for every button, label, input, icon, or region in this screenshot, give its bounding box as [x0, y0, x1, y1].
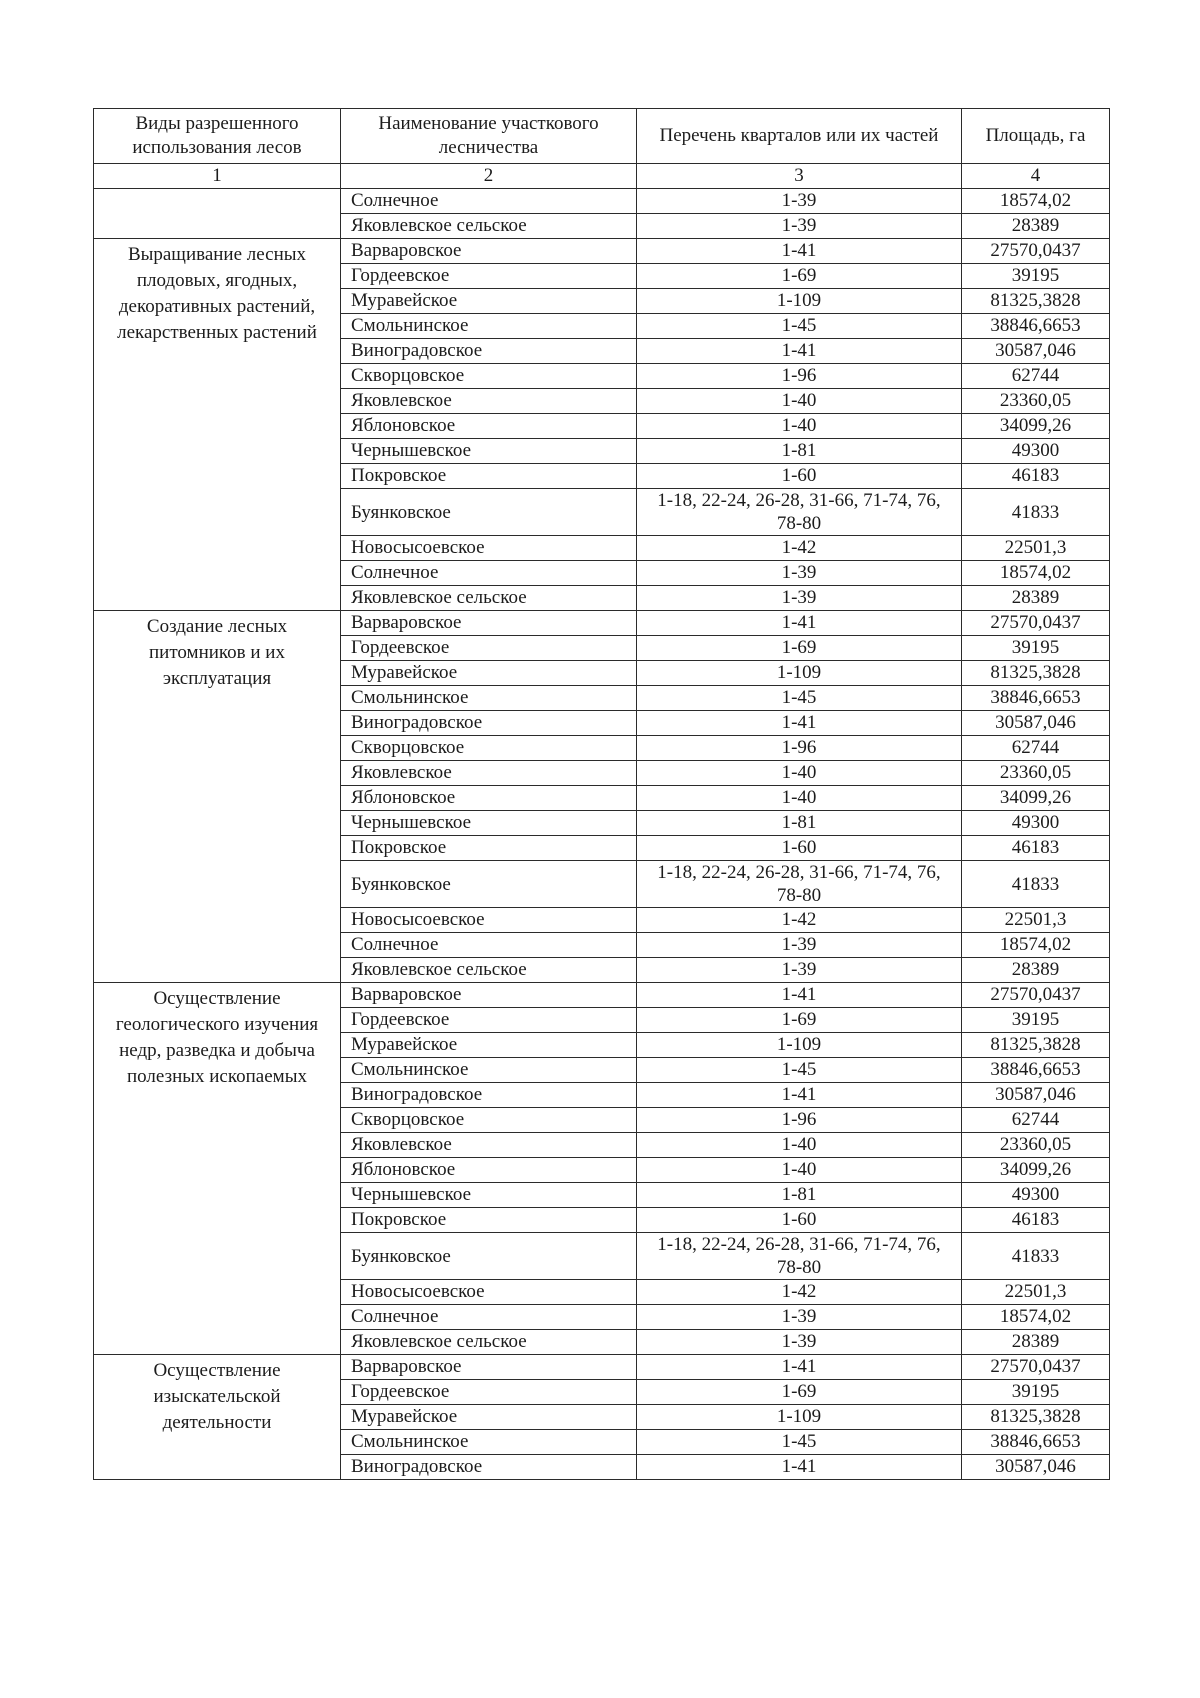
column-number: 1 — [94, 164, 341, 189]
quarters-cell: 1-39 — [637, 1305, 962, 1330]
quarters-cell: 1-60 — [637, 1208, 962, 1233]
quarters-cell: 1-60 — [637, 464, 962, 489]
header-area: Площадь, га — [962, 109, 1110, 164]
quarters-cell: 1-39 — [637, 214, 962, 239]
forestry-name-cell: Муравейское — [341, 1033, 637, 1058]
forestry-name-cell: Скворцовское — [341, 1108, 637, 1133]
area-cell: 46183 — [962, 836, 1110, 861]
forestry-name-cell: Буянковское — [341, 861, 637, 908]
forest-use-table — [93, 108, 1110, 1480]
area-cell: 30587,046 — [962, 339, 1110, 364]
quarters-cell: 1-39 — [637, 561, 962, 586]
forestry-name-cell: Гордеевское — [341, 1380, 637, 1405]
forestry-name-cell: Солнечное — [341, 933, 637, 958]
forestry-name-cell: Муравейское — [341, 1405, 637, 1430]
area-cell: 28389 — [962, 1330, 1110, 1355]
quarters-cell: 1-41 — [637, 1355, 962, 1380]
forestry-name-cell: Варваровское — [341, 611, 637, 636]
area-cell: 81325,3828 — [962, 289, 1110, 314]
area-cell: 62744 — [962, 364, 1110, 389]
forestry-name-cell: Виноградовское — [341, 1083, 637, 1108]
quarters-cell: 1-45 — [637, 1058, 962, 1083]
forestry-name-cell: Солнечное — [341, 561, 637, 586]
forestry-name-cell: Гордеевское — [341, 1008, 637, 1033]
column-number: 3 — [637, 164, 962, 189]
area-cell: 62744 — [962, 736, 1110, 761]
forestry-name-cell: Яковлевское сельское — [341, 214, 637, 239]
area-cell: 39195 — [962, 264, 1110, 289]
area-cell: 39195 — [962, 1008, 1110, 1033]
area-cell: 22501,3 — [962, 908, 1110, 933]
forestry-name-cell: Яковлевское — [341, 761, 637, 786]
forestry-name-cell: Смольнинское — [341, 686, 637, 711]
quarters-cell: 1-81 — [637, 439, 962, 464]
quarters-cell: 1-109 — [637, 661, 962, 686]
quarters-cell: 1-41 — [637, 711, 962, 736]
area-cell: 38846,6653 — [962, 686, 1110, 711]
area-cell: 30587,046 — [962, 711, 1110, 736]
forestry-name-cell: Варваровское — [341, 983, 637, 1008]
column-number: 4 — [962, 164, 1110, 189]
area-cell: 23360,05 — [962, 1133, 1110, 1158]
forestry-name-cell: Яковлевское — [341, 389, 637, 414]
area-cell: 81325,3828 — [962, 1405, 1110, 1430]
area-cell: 39195 — [962, 1380, 1110, 1405]
forestry-name-cell: Варваровское — [341, 239, 637, 264]
area-cell: 27570,0437 — [962, 239, 1110, 264]
forestry-name-cell: Чернышевское — [341, 439, 637, 464]
quarters-cell: 1-40 — [637, 786, 962, 811]
area-cell: 41833 — [962, 861, 1110, 908]
quarters-cell: 1-69 — [637, 1008, 962, 1033]
area-cell: 46183 — [962, 1208, 1110, 1233]
quarters-cell: 1-41 — [637, 239, 962, 264]
area-cell: 28389 — [962, 958, 1110, 983]
usage-type-cell: Осуществление геологического изучения недр, разведка и добыча полезных ископаемых — [94, 983, 341, 1355]
table-row — [94, 189, 1110, 214]
quarters-cell: 1-39 — [637, 1330, 962, 1355]
area-cell: 30587,046 — [962, 1455, 1110, 1480]
area-cell: 27570,0437 — [962, 983, 1110, 1008]
forestry-name-cell: Яблоновское — [341, 786, 637, 811]
area-cell: 34099,26 — [962, 786, 1110, 811]
column-number: 2 — [341, 164, 637, 189]
area-cell: 38846,6653 — [962, 1430, 1110, 1455]
area-cell: 81325,3828 — [962, 661, 1110, 686]
forestry-name-cell: Яблоновское — [341, 1158, 637, 1183]
area-cell: 27570,0437 — [962, 611, 1110, 636]
header-forestry-name: Наименование участкового лесничества — [341, 109, 637, 164]
forestry-name-cell: Виноградовское — [341, 1455, 637, 1480]
forestry-name-cell: Смольнинское — [341, 314, 637, 339]
quarters-cell: 1-109 — [637, 1033, 962, 1058]
usage-type-cell: Осуществление изыскательской деятельности — [94, 1355, 341, 1480]
table-row — [94, 239, 1110, 264]
forestry-name-cell: Чернышевское — [341, 811, 637, 836]
area-cell: 34099,26 — [962, 414, 1110, 439]
quarters-cell: 1-41 — [637, 983, 962, 1008]
quarters-cell: 1-18, 22-24, 26-28, 31-66, 71-74, 76, 78-80 — [637, 861, 962, 908]
quarters-cell: 1-39 — [637, 958, 962, 983]
forestry-name-cell: Варваровское — [341, 1355, 637, 1380]
forestry-name-cell: Гордеевское — [341, 636, 637, 661]
area-cell: 27570,0437 — [962, 1355, 1110, 1380]
forestry-name-cell: Покровское — [341, 836, 637, 861]
column-number-row — [94, 164, 1110, 189]
quarters-cell: 1-96 — [637, 364, 962, 389]
usage-type-cell: Выращивание лесных плодовых, ягодных, декоративных растений, лекарственных растений — [94, 239, 341, 611]
quarters-cell: 1-18, 22-24, 26-28, 31-66, 71-74, 76, 78-80 — [637, 489, 962, 536]
quarters-cell: 1-81 — [637, 811, 962, 836]
usage-type-cell: Создание лесных питомников и их эксплуатация — [94, 611, 341, 983]
quarters-cell: 1-18, 22-24, 26-28, 31-66, 71-74, 76, 78-80 — [637, 1233, 962, 1280]
area-cell: 18574,02 — [962, 933, 1110, 958]
area-cell: 81325,3828 — [962, 1033, 1110, 1058]
forestry-name-cell: Новосысоевское — [341, 908, 637, 933]
area-cell: 22501,3 — [962, 536, 1110, 561]
quarters-cell: 1-42 — [637, 536, 962, 561]
area-cell: 38846,6653 — [962, 1058, 1110, 1083]
quarters-cell: 1-40 — [637, 1133, 962, 1158]
quarters-cell: 1-41 — [637, 611, 962, 636]
forestry-name-cell: Новосысоевское — [341, 1280, 637, 1305]
quarters-cell: 1-39 — [637, 189, 962, 214]
area-cell: 39195 — [962, 636, 1110, 661]
forestry-name-cell: Скворцовское — [341, 736, 637, 761]
quarters-cell: 1-40 — [637, 1158, 962, 1183]
table-body — [94, 189, 1110, 1480]
area-cell: 18574,02 — [962, 189, 1110, 214]
area-cell: 62744 — [962, 1108, 1110, 1133]
forestry-name-cell: Чернышевское — [341, 1183, 637, 1208]
forestry-name-cell: Яковлевское сельское — [341, 586, 637, 611]
quarters-cell: 1-96 — [637, 1108, 962, 1133]
forestry-name-cell: Муравейское — [341, 661, 637, 686]
table-header — [94, 109, 1110, 189]
area-cell: 49300 — [962, 439, 1110, 464]
forestry-name-cell: Покровское — [341, 464, 637, 489]
quarters-cell: 1-42 — [637, 1280, 962, 1305]
forestry-name-cell: Новосысоевское — [341, 536, 637, 561]
forestry-name-cell: Виноградовское — [341, 711, 637, 736]
quarters-cell: 1-39 — [637, 586, 962, 611]
quarters-cell: 1-40 — [637, 389, 962, 414]
area-cell: 46183 — [962, 464, 1110, 489]
quarters-cell: 1-42 — [637, 908, 962, 933]
usage-type-cell — [94, 189, 341, 239]
quarters-cell: 1-40 — [637, 761, 962, 786]
area-cell: 23360,05 — [962, 761, 1110, 786]
area-cell: 49300 — [962, 811, 1110, 836]
quarters-cell: 1-45 — [637, 314, 962, 339]
forestry-name-cell: Покровское — [341, 1208, 637, 1233]
forestry-name-cell: Смольнинское — [341, 1058, 637, 1083]
header-usage-type: Виды разрешенного использования лесов — [94, 109, 341, 164]
quarters-cell: 1-39 — [637, 933, 962, 958]
area-cell: 30587,046 — [962, 1083, 1110, 1108]
quarters-cell: 1-41 — [637, 339, 962, 364]
header-quarters-list: Перечень кварталов или их частей — [637, 109, 962, 164]
area-cell: 41833 — [962, 489, 1110, 536]
area-cell: 49300 — [962, 1183, 1110, 1208]
forestry-name-cell: Яковлевское сельское — [341, 958, 637, 983]
area-cell: 38846,6653 — [962, 314, 1110, 339]
area-cell: 34099,26 — [962, 1158, 1110, 1183]
forestry-name-cell: Смольнинское — [341, 1430, 637, 1455]
area-cell: 22501,3 — [962, 1280, 1110, 1305]
forestry-name-cell: Виноградовское — [341, 339, 637, 364]
table-row — [94, 1355, 1110, 1380]
quarters-cell: 1-41 — [637, 1083, 962, 1108]
table-row — [94, 983, 1110, 1008]
area-cell: 23360,05 — [962, 389, 1110, 414]
area-cell: 28389 — [962, 586, 1110, 611]
quarters-cell: 1-96 — [637, 736, 962, 761]
forestry-name-cell: Солнечное — [341, 189, 637, 214]
area-cell: 28389 — [962, 214, 1110, 239]
forestry-name-cell: Солнечное — [341, 1305, 637, 1330]
area-cell: 41833 — [962, 1233, 1110, 1280]
table-row — [94, 611, 1110, 636]
quarters-cell: 1-69 — [637, 1380, 962, 1405]
forestry-name-cell: Яковлевское сельское — [341, 1330, 637, 1355]
quarters-cell: 1-41 — [637, 1455, 962, 1480]
quarters-cell: 1-81 — [637, 1183, 962, 1208]
quarters-cell: 1-69 — [637, 636, 962, 661]
forestry-name-cell: Буянковское — [341, 489, 637, 536]
quarters-cell: 1-69 — [637, 264, 962, 289]
forestry-name-cell: Яковлевское — [341, 1133, 637, 1158]
forestry-name-cell: Гордеевское — [341, 264, 637, 289]
quarters-cell: 1-109 — [637, 1405, 962, 1430]
forestry-name-cell: Яблоновское — [341, 414, 637, 439]
forestry-name-cell: Буянковское — [341, 1233, 637, 1280]
forestry-name-cell: Скворцовское — [341, 364, 637, 389]
forestry-name-cell: Муравейское — [341, 289, 637, 314]
area-cell: 18574,02 — [962, 561, 1110, 586]
quarters-cell: 1-60 — [637, 836, 962, 861]
quarters-cell: 1-45 — [637, 686, 962, 711]
quarters-cell: 1-40 — [637, 414, 962, 439]
quarters-cell: 1-109 — [637, 289, 962, 314]
area-cell: 18574,02 — [962, 1305, 1110, 1330]
header-row — [94, 109, 1110, 164]
quarters-cell: 1-45 — [637, 1430, 962, 1455]
